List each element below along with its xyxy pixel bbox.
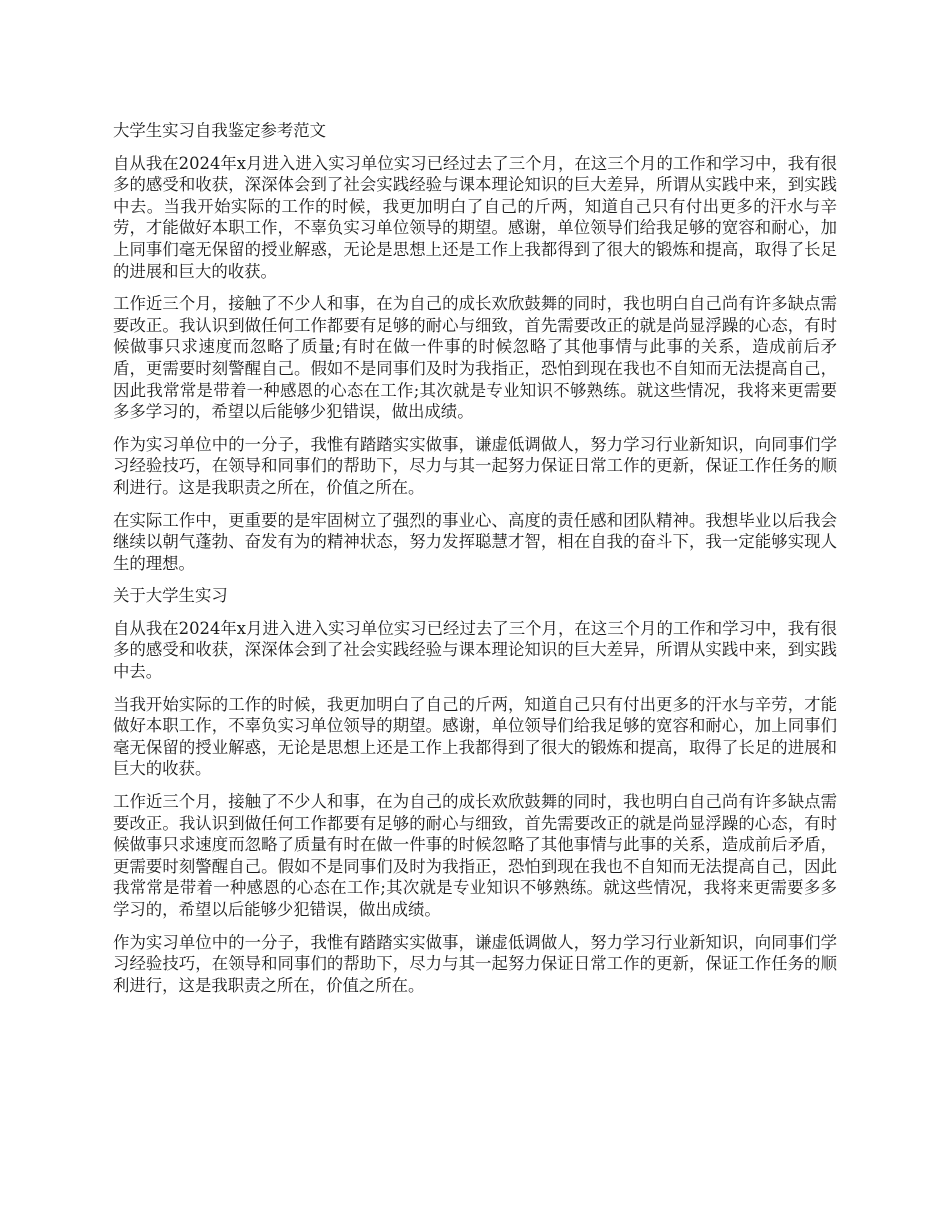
- section-self-appraisal: [113, 120, 837, 574]
- section-title: 大学生实习自我鉴定参考范文: [113, 121, 327, 140]
- document-page: [113, 120, 837, 1007]
- paragraph: 自从我在2024年x月进入进入实习单位实习已经过去了三个月，在这三个月的工作和学习中，我有很多的感受和收获，深深体会到了社会实践经验与课本理论知识的巨大差异，所谓从实践中来，到实践中去。当我开始实际的工作的时候，我更加明白了自己的斤两，知道自己只有付出更多的汗水与辛劳，才能做好本职工作，不辜负实习单位领导的期望。感谢，单位领导们给我足够的宽容和耐心，加上同事们毫无保留的授业解惑，无论是思想上还是工作上我都得到了很大的锻炼和提高，取得了长足的进展和巨大的收获。: [113, 153, 837, 281]
- paragraph: 自从我在2024年x月进入进入实习单位实习已经过去了三个月，在这三个月的工作和学习中，我有很多的感受和收获，深深体会到了社会实践经验与课本理论知识的巨大差异，所谓从实践中来，到实践中去。: [113, 618, 837, 682]
- paragraph: 在实际工作中，更重要的是牢固树立了强烈的事业心、高度的责任感和团队精神。我想毕业以后我会继续以朝气蓬勃、奋发有为的精神状态，努力发挥聪慧才智，相在自我的奋斗下，我一定能够实现人生的理想。: [113, 510, 837, 573]
- paragraph: 工作近三个月，接触了不少人和事，在为自己的成长欢欣鼓舞的同时，我也明白自己尚有许多缺点需要改正。我认识到做任何工作都要有足够的耐心与细致，首先需要改正的就是尚显浮躁的心态，有时候做事只求速度而忽略了质量有时在做一件事的时候忽略了其他事情与此事的关系，造成前后矛盾，更需要时刻警醒自己。假如不是同事们及时为我指正，恐怕到现在我也不自知而无法提高自己，因此我常常是带着一种感恩的心态在工作;其次就是专业知识不够熟练。就这些情况，我将来更需要多多学习的，希望以后能够少犯错误，做出成绩。: [113, 792, 837, 919]
- section-about-internship: [113, 585, 837, 996]
- paragraph: 作为实习单位中的一分子，我惟有踏踏实实做事，谦虚低调做人，努力学习行业新知识，向同事们学习经验技巧，在领导和同事们的帮助下，尽力与其一起努力保证日常工作的更新，保证工作任务的顺利进行。这是我职责之所在，价值之所在。: [113, 434, 837, 497]
- paragraph: 当我开始实际的工作的时候，我更加明白了自己的斤两，知道自己只有付出更多的汗水与辛劳，才能做好本职工作，不辜负实习单位领导的期望。感谢，单位领导们给我足够的宽容和耐心，加上同事们毫无保留的授业解惑，无论是思想上还是工作上我都得到了很大的锻炼和提高，取得了长足的进展和巨大的收获。: [113, 694, 837, 779]
- paragraph: 工作近三个月，接触了不少人和事，在为自己的成长欢欣鼓舞的同时，我也明白自己尚有许多缺点需要改正。我认识到做任何工作都要有足够的耐心与细致，首先需要改正的就是尚显浮躁的心态，有时候做事只求速度而忽略了质量;有时在做一件事的时候忽略了其他事情与此事的关系，造成前后矛盾，更需要时刻警醒自己。假如不是同事们及时为我指正，恐怕到现在我也不自知而无法提高自己，因此我常常是带着一种感恩的心态在工作;其次就是专业知识不够熟练。就这些情况，我将来更需要多多学习的，希望以后能够少犯错误，做出成绩。: [113, 294, 837, 422]
- paragraph: 作为实习单位中的一分子，我惟有踏踏实实做事，谦虚低调做人，努力学习行业新知识，向同事们学习经验技巧，在领导和同事们的帮助下，尽力与其一起努力保证日常工作的更新，保证工作任务的顺利进行，这是我职责之所在，价值之所在。: [113, 932, 837, 995]
- section-title: 关于大学生实习: [113, 586, 228, 606]
